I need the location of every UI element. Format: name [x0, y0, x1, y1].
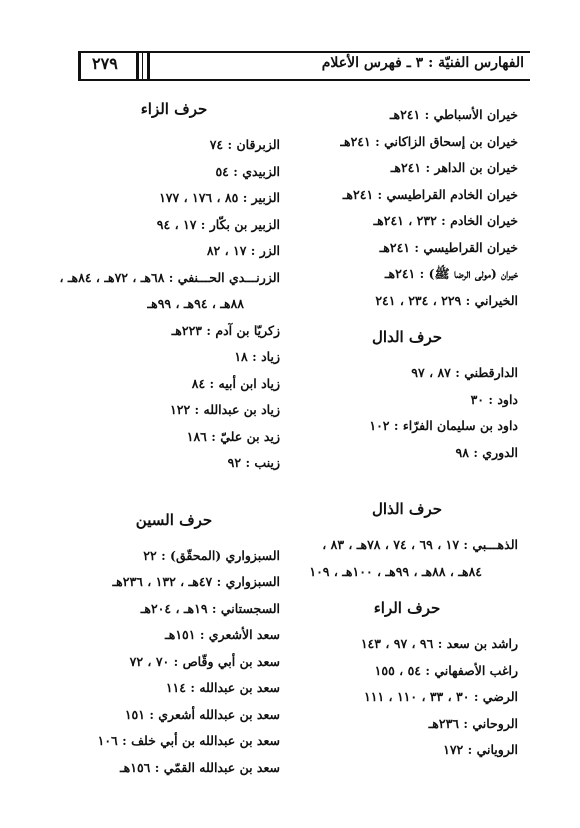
- section-title-sin: حرف السين: [135, 510, 213, 529]
- index-entry: زيد بن عليّ : ١٨٦: [186, 428, 280, 444]
- index-entry: سعد بن عبدالله أشعري : ١٥١: [124, 706, 280, 722]
- index-column-right: [296, 96, 518, 764]
- index-entry: زياد : ١٨: [234, 349, 280, 364]
- index-entry: سعد بن عبدالله : ١١٤: [165, 680, 280, 695]
- index-entry: سعد بن أبي وقّاص : ٧٠ ، ٧٢: [129, 653, 280, 669]
- index-column-left: [59, 96, 280, 781]
- section-title-ra: حرف الراء: [373, 599, 441, 617]
- index-entry-continuation: ٨٤هـ ، ٨٨هـ ، ٩٩هـ ، ١٠٠هـ ، ١٠٩: [309, 563, 482, 579]
- index-entry: السبزواري : ٤٧هـ ، ١٣٢ ، ٢٣٦هـ: [112, 574, 280, 589]
- index-entry: خيران الخادم : ٢٣٢ ، ٢٤١هـ: [373, 213, 518, 228]
- index-entry: الزبير بن بكّار : ١٧ ، ٩٤: [156, 216, 280, 232]
- index-entry: الدوري : ٩٨: [455, 444, 518, 460]
- header-divider-thin: [142, 51, 143, 81]
- section-title-dhal: حرف الذال: [372, 500, 442, 518]
- page-header: [78, 51, 530, 81]
- index-entry: الروحاني : ٢٣٦هـ: [428, 715, 518, 731]
- index-entry: السبزواري (المحقّق) : ٢٢: [143, 547, 280, 563]
- section-title-dal: حرف الدال: [372, 328, 442, 346]
- index-entry: الزر : ١٧ ، ٨٢: [206, 243, 280, 258]
- index-entry: خيران القراطيسي : ٢٤١هـ: [379, 239, 518, 255]
- index-entry: سعد الأشعري : ١٥١هـ: [165, 627, 280, 642]
- index-entry: سعد بن عبدالله بن أبي خلف : ١٠٦: [97, 733, 280, 748]
- index-entry: الذهـــبي : ١٧ ، ٦٩ ، ٧٤ ، ٧٨هـ ، ٨٣ ،: [322, 537, 518, 552]
- index-entry: الدارقطني : ٨٧ ، ٩٧: [411, 365, 518, 380]
- header-left-border: [78, 51, 81, 81]
- header-bottom-rule: [78, 79, 530, 81]
- index-entry-continuation: ٨٨هـ ، ٩٤هـ ، ٩٩هـ: [147, 296, 244, 311]
- index-entry: الزبرقان : ٧٤: [209, 137, 280, 152]
- index-entry: راشد بن سعد : ٩٦ ، ٩٧ ، ١٤٣: [360, 636, 518, 651]
- section-title-zay: حرف الزاء: [140, 100, 208, 118]
- index-entry: سعد بن عبدالله القمّي : ١٥٦هـ: [119, 759, 280, 775]
- index-entry: خيران بن إسحاق الزاكاني : ٢٤١هـ: [340, 133, 518, 149]
- index-entry: راغب الأصفهاني : ٥٤ ، ١٥٥: [374, 662, 518, 678]
- index-entry: الرضي : ٣٠ ، ٣٣ ، ١١٠ ، ١١١: [364, 689, 518, 704]
- running-title: الفهارس الفنيّة : ٣ ـ فهرس الأعلام: [321, 55, 524, 71]
- index-entry: داود : ٣٠: [470, 391, 518, 407]
- index-entry: خيران الأسباطي : ٢٤١هـ: [389, 107, 518, 122]
- index-entry: داود بن سليمان الفرّاء : ١٠٢: [369, 418, 518, 433]
- index-entry: الزبيدي : ٥٤: [215, 163, 280, 179]
- page-number: ٢٧٩: [92, 54, 118, 73]
- index-entry: زياد ابن أبيه : ٨٤: [191, 375, 280, 391]
- index-entry: الروياني : ١٧٢: [443, 742, 518, 757]
- index-entry: الزرنـــدي الحـــنفي : ٦٨هـ ، ٧٢هـ ، ٨٤هـ ،: [59, 269, 280, 285]
- index-entry: السجستاني : ١٩هـ ، ٢٠٤هـ: [140, 600, 280, 616]
- index-entry: خيران (مولى الرضا ﷺ) : ٢٤١هـ: [384, 266, 518, 281]
- index-entry: زكريّا بن آدم : ٢٢٣هـ: [171, 322, 280, 338]
- index-entry: زينب : ٩٢: [227, 455, 280, 470]
- index-entry: خيران بن الداهر : ٢٤١هـ: [390, 160, 518, 175]
- index-entry: الخيراني : ٢٢٩ ، ٢٣٤ ، ٢٤١: [375, 292, 518, 308]
- index-entry: زياد بن عبدالله : ١٢٢: [170, 402, 280, 417]
- index-entry: الزبير : ٨٥ ، ١٧٦ ، ١٧٧: [159, 190, 280, 205]
- index-entry: خيران الخادم القراطيسي : ٢٤١هـ: [342, 186, 518, 202]
- header-divider-thick: [147, 51, 150, 81]
- header-page-divider: [136, 51, 139, 81]
- header-top-rule: [78, 51, 530, 53]
